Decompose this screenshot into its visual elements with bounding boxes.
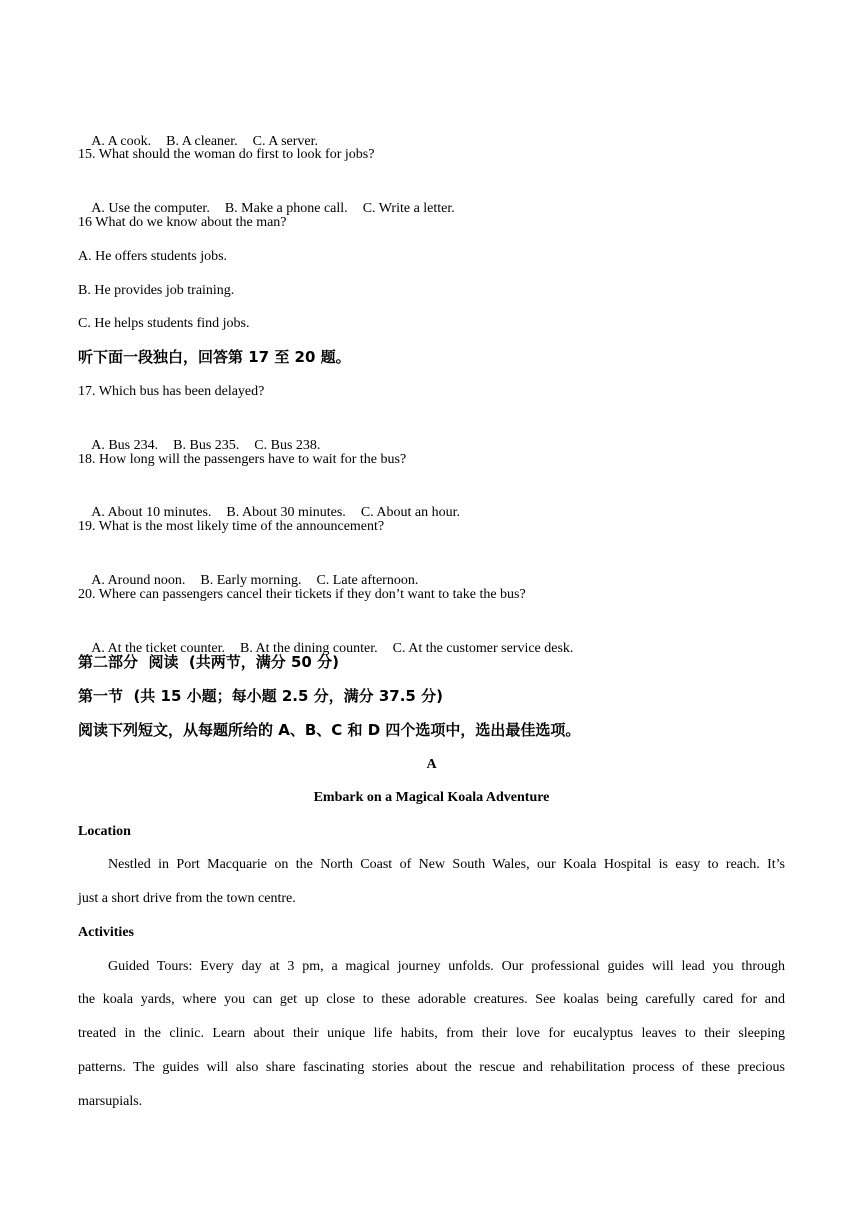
option-c: C. At the customer service desk. bbox=[392, 641, 574, 656]
activities-line-2: the koala yards, where you can get up close to these adorable creatures. See koalas being carefully cared for and bbox=[78, 992, 785, 1007]
option-a: A. Bus 234. bbox=[91, 438, 159, 453]
option-a: A. Around noon. bbox=[91, 573, 186, 588]
option-a: A. Use the computer. bbox=[91, 201, 210, 216]
activities-line-3: treated in the clinic. Learn about their unique life habits, from their love for eucalyptus leaves to their sleeping bbox=[78, 1026, 785, 1041]
q19-question: 19. What is the most likely time of the announcement? bbox=[78, 519, 385, 534]
q16-option-b: B. He provides job training. bbox=[78, 283, 235, 298]
location-line-2: just a short drive from the town centre. bbox=[78, 891, 296, 906]
option-c: C. About an hour. bbox=[360, 505, 460, 520]
section1-heading: 第一节 (共 15 小题；每小题 2.5 分，满分 37.5 分) bbox=[78, 687, 443, 705]
location-heading: Location bbox=[78, 824, 131, 839]
option-c: C. Bus 238. bbox=[254, 438, 321, 453]
option-b: B. Make a phone call. bbox=[224, 201, 348, 216]
q18-question: 18. How long will the passengers have to wait for the bus? bbox=[78, 452, 407, 467]
activities-line-5: marsupials. bbox=[78, 1094, 143, 1109]
option-c: C. A server. bbox=[252, 134, 319, 149]
option-c: C. Write a letter. bbox=[362, 201, 455, 216]
part2-heading: 第二部分 阅读 (共两节，满分 50 分) bbox=[78, 653, 339, 671]
option-a: A. About 10 minutes. bbox=[91, 505, 212, 520]
option-b: B. At the dining counter. bbox=[239, 641, 378, 656]
q16-option-a: A. He offers students jobs. bbox=[78, 249, 228, 264]
activities-line-1: Guided Tours: Every day at 3 pm, a magical journey unfolds. Our professional guides will lead you through bbox=[108, 959, 785, 974]
option-b: B. Early morning. bbox=[200, 573, 302, 588]
q20-question: 20. Where can passengers cancel their tickets if they don’t want to take the bus? bbox=[78, 587, 526, 602]
passage-letter: A bbox=[426, 757, 437, 772]
activities-heading: Activities bbox=[78, 925, 134, 940]
q17-question: 17. Which bus has been delayed? bbox=[78, 384, 265, 399]
q16-question: 16 What do we know about the man? bbox=[78, 215, 287, 230]
reading-instruction: 阅读下列短文，从每题所给的 A、B、C 和 D 四个选项中，选出最佳选项。 bbox=[78, 721, 581, 739]
q15-question: 15. What should the woman do first to look for jobs? bbox=[78, 147, 375, 162]
passage-title: Embark on a Magical Koala Adventure bbox=[313, 790, 550, 805]
option-b: B. About 30 minutes. bbox=[226, 505, 346, 520]
option-b: B. Bus 235. bbox=[173, 438, 240, 453]
option-b: B. A cleaner. bbox=[166, 134, 238, 149]
instruction-17-20: 听下面一段独白，回答第 17 至 20 题。 bbox=[78, 348, 351, 366]
activities-line-4: patterns. The guides will also share fascinating stories about the rescue and rehabilitation process of these precious bbox=[78, 1060, 785, 1075]
option-a: A. A cook. bbox=[91, 134, 152, 149]
location-line-1: Nestled in Port Macquarie on the North Coast of New South Wales, our Koala Hospital is easy to reach. It’s bbox=[108, 857, 785, 872]
option-a: A. At the ticket counter. bbox=[91, 641, 225, 656]
option-c: C. Late afternoon. bbox=[316, 573, 419, 588]
q16-option-c: C. He helps students find jobs. bbox=[78, 316, 250, 331]
